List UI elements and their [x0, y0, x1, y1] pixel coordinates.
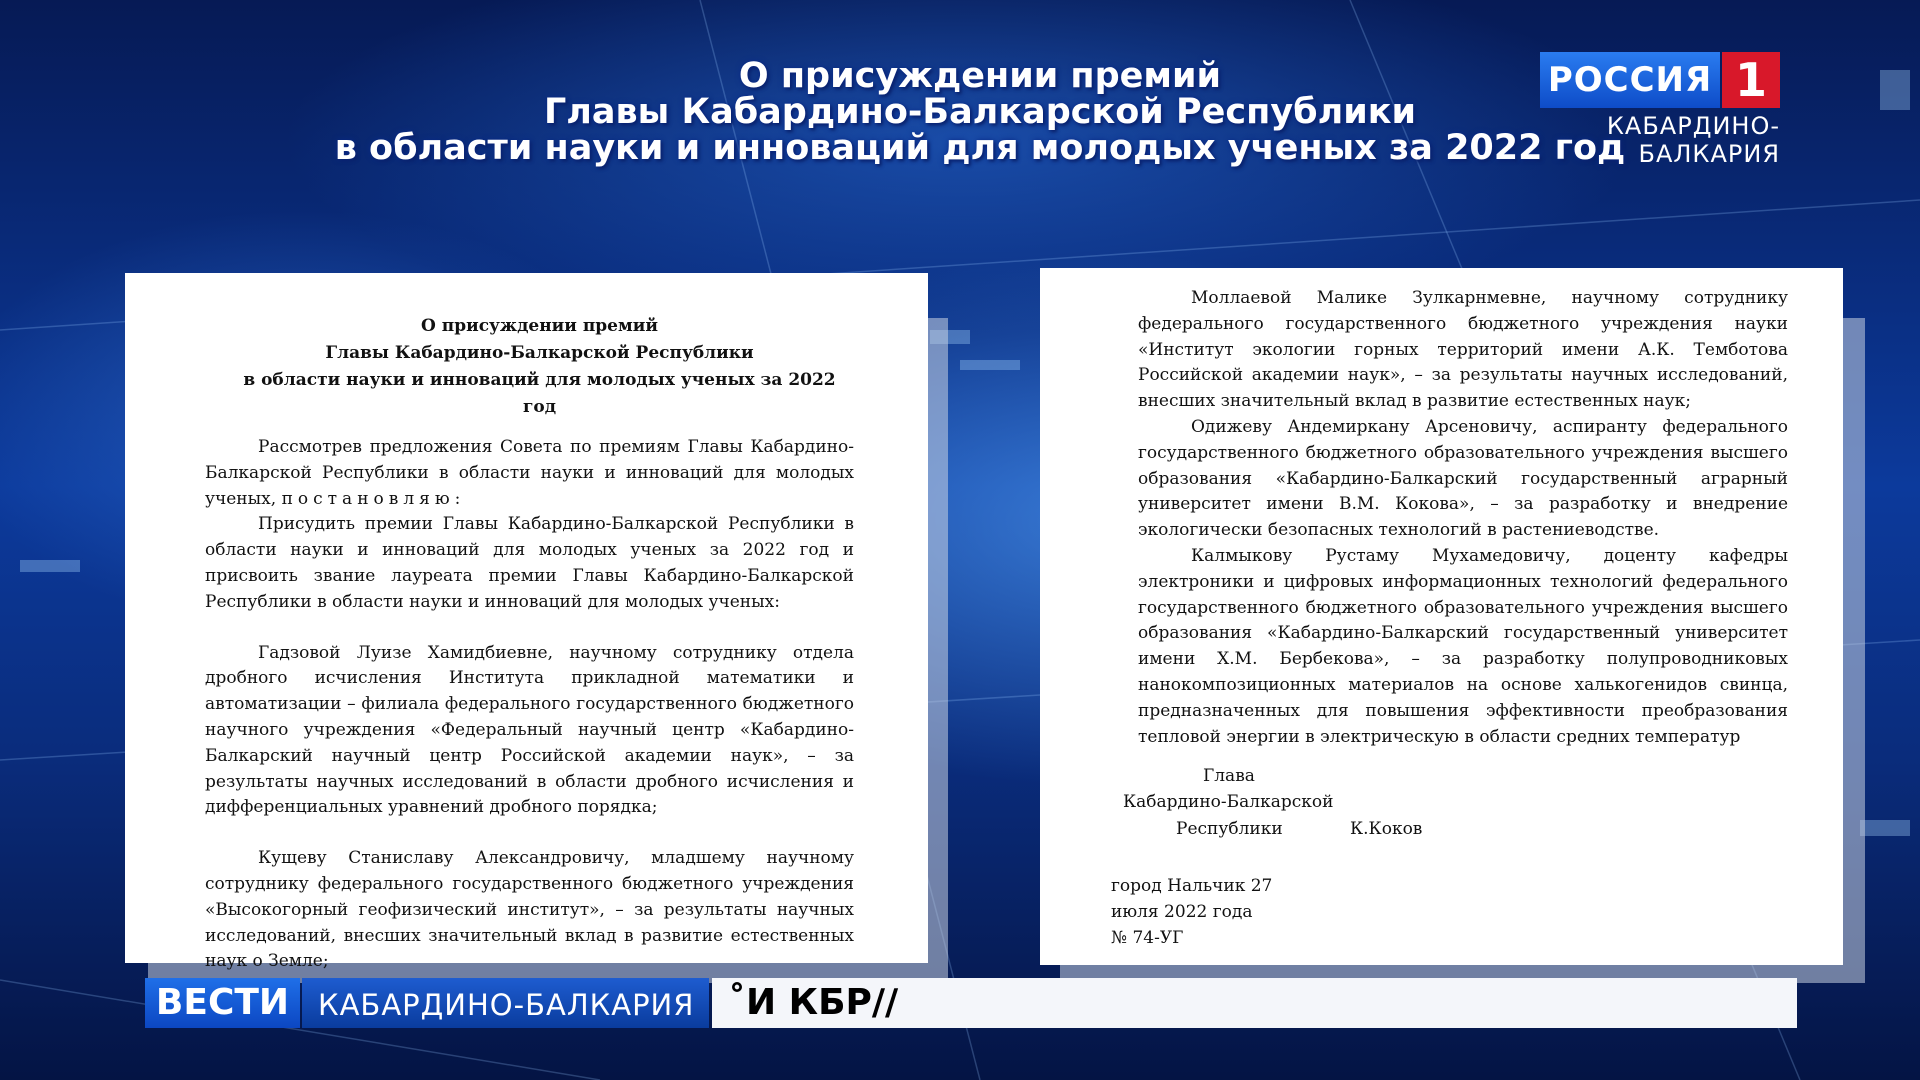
program-brand: ВЕСТИ: [145, 978, 300, 1028]
laureate-paragraph-5: Калмыкову Рустаму Мухамедовичу, доценту кафедры электроники и цифровых информационных технологий федерального государственного бюджетного образовательного учреждения высшего образования «Кабардино-Балкарский государственный университет имени Х.М. Бербекова», – за разработку полупроводниковых нанокомпозиционных материалов на основе халькогенидов свинца, предназначенных для повышения эффективности преобразования тепловой энергии в электрическую в области средних температур: [1138, 545, 1788, 747]
channel-number: 1: [1722, 52, 1780, 108]
channel-name: РОССИЯ: [1540, 52, 1720, 108]
document-title: [205, 313, 854, 421]
headline-line-3: в области науки и инноваций для молодых ученых за 2022 год: [334, 128, 1626, 168]
signature-title-line-1: Глава: [1203, 766, 1255, 787]
document-title-line-1: О присуждении премий: [421, 316, 658, 336]
laureate-paragraph-1: Гадзовой Луизе Хамидбиевне, научному сотруднику отдела дробного исчисления Института прикладной математики и автоматизации – филиала федерального государственного бюджетного научного учреждения «Федеральный научный центр «Кабардино-Балкарский научный центр Российской академии наук», – за результаты научных исследований в области дробного исчисления и дифференциальных уравнений дробного порядка;: [205, 642, 854, 818]
place-and-date: город Нальчик 27 июля 2022 года: [1111, 876, 1273, 923]
headline-line-1: О присуждении премий: [738, 56, 1222, 96]
signature-block: [1123, 756, 1788, 852]
headline: [330, 58, 1630, 166]
logo-region: [1540, 112, 1780, 168]
decree-page-1: [125, 273, 928, 972]
laureate-paragraph-3: Моллаевой Малике Зулкарнмевне, научному сотруднику федерального государственного бюджетного учреждения науки «Институт экологии горных территорий имени А.К. Темботова Российской академии наук», – за результаты научных исследований, внесших значительный вклад в развитие естественных наук;: [1138, 288, 1788, 412]
decree-word: постановляю:: [281, 488, 466, 509]
laureate-paragraph-2: Кущеву Станиславу Александровичу, младшему научному сотруднику федерального государственного бюджетного учреждения «Высокогорный геофизический институт», – за результаты научных исследований, внесших значительный вклад в развитие естественных наук о Земле;: [205, 848, 854, 972]
decree-page-2: [1040, 268, 1843, 965]
program-region: КАБАРДИНО-БАЛКАРИЯ: [302, 978, 709, 1028]
signatory-name: К.Коков: [1350, 819, 1423, 840]
document-title-line-2: Главы Кабардино-Балкарской Республики: [325, 343, 754, 363]
preamble-paragraph: [205, 435, 854, 512]
logo-region-line-2: БАЛКАРИЯ: [1638, 140, 1780, 168]
laureate-paragraph-4: Одижеву Андемиркану Арсеновичу, аспиранту федерального государственного бюджетного образовательного учреждения высшего образования «Кабардино-Балкарский государственный аграрный университет имени В.М. Кокова», – за разработку и внедрение экологически безопасных технологий в растениеводстве.: [1138, 416, 1788, 541]
award-paragraph: Присудить премии Главы Кабардино-Балкарской Республики в области науки и инноваций для молодых ученых за 2022 год и присвоить звание лауреата премии Главы Кабардино-Балкарской Республики в области науки и инноваций для молодых ученых:: [205, 514, 854, 612]
lower-third: [145, 978, 1797, 1028]
logo-region-line-1: КАБАРДИНО-: [1606, 112, 1780, 140]
news-ticker: ˚И КБР//: [712, 978, 1797, 1028]
signature-title-line-3: Республики: [1176, 819, 1283, 840]
document-title-line-3: в области науки и инноваций для молодых ученых за 2022 год: [243, 370, 836, 417]
headline-line-2: Главы Кабардино-Балкарской Республики: [543, 92, 1417, 132]
decree-number: № 74-УГ: [1111, 927, 1184, 948]
channel-logo: [1540, 52, 1780, 168]
signature-title-line-2: Кабардино-Балкарской: [1123, 792, 1334, 813]
preamble-text: Рассмотрев предложения Совета по премиям Главы Кабардино-Балкарской Республики в области науки и инноваций для молодых ученых,: [205, 437, 854, 509]
